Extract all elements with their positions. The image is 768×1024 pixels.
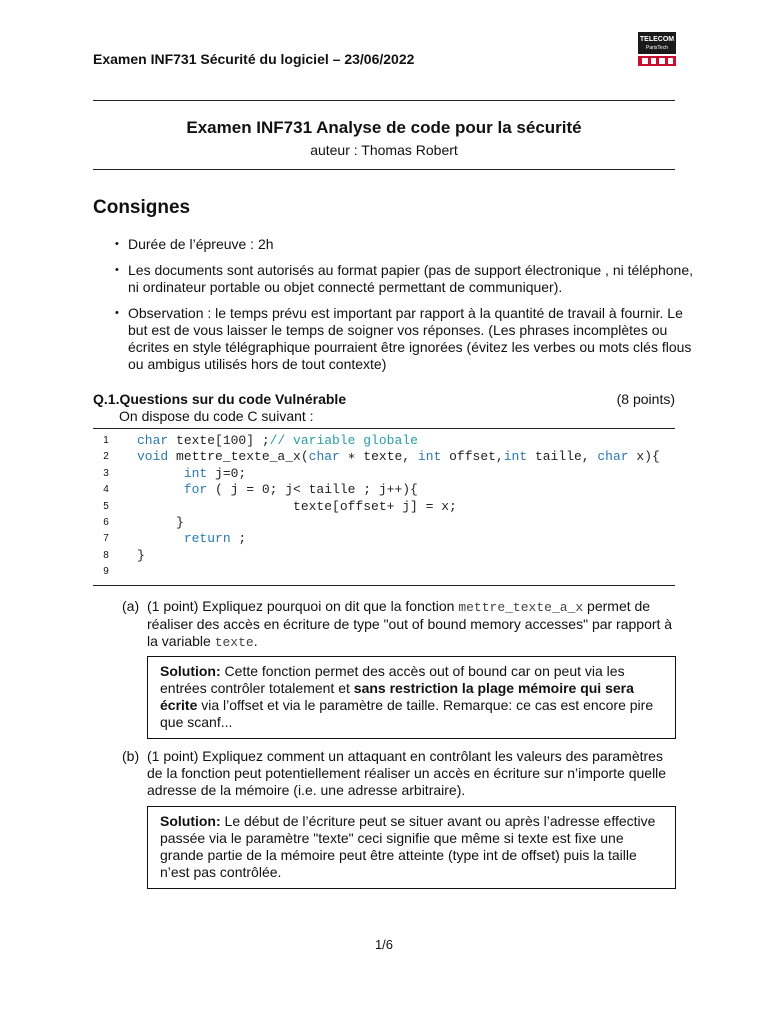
- inline-code-function: mettre_texte_a_x: [458, 600, 584, 615]
- section-heading-consignes: Consignes: [93, 197, 191, 218]
- document-author: auteur : Thomas Robert: [310, 142, 458, 158]
- code-text: int j=0;: [183, 465, 247, 481]
- code-line: [93, 548, 675, 564]
- subquestion-a-text: (1 point) Expliquez pourquoi on dit que la fonction mettre_texte_a_x permet de réaliser des accès en écriture de type "out of bound memory accesses" par rapport à la variable texte.: [147, 598, 673, 650]
- logo-text-telecom: TELECOM: [639, 36, 675, 43]
- code-text: char texte[100] ;// variable globale: [137, 433, 418, 448]
- code-line: [93, 466, 675, 482]
- solution-b-label: Solution:: [160, 813, 221, 829]
- subquestion-b: [122, 748, 677, 799]
- code-text: }: [137, 514, 184, 530]
- code-listing: [93, 433, 675, 581]
- line-number: 4: [103, 484, 109, 496]
- code-line: [93, 449, 675, 465]
- subquestion-b-text: (1 point) Expliquez comment un attaquant en contrôlant les valeurs des paramètres de la fonction peut potentiellement réaliser un accès en écriture sur n’importe quelle adresse de la mémoire (i.e. une adresse arbitraire).: [147, 748, 667, 798]
- code-top-rule: [93, 428, 675, 429]
- title-bottom-rule: [93, 169, 675, 170]
- question-title: Questions sur du code Vulnérable: [119, 391, 347, 407]
- line-number: 8: [103, 549, 109, 561]
- title-top-rule: [93, 100, 675, 101]
- code-line: [93, 531, 675, 547]
- code-text: for ( j = 0; j< taille ; j++){: [183, 482, 418, 498]
- code-text: }: [137, 547, 145, 563]
- solution-a-emphasis: sans restriction la plage mémoire qui sera écrite: [160, 680, 634, 713]
- line-number: 9: [103, 566, 109, 578]
- code-line: [93, 433, 675, 449]
- question-number: Q.1.: [93, 391, 120, 407]
- code-line: [93, 499, 675, 515]
- logo-text-paristech: ParisTech: [646, 45, 668, 51]
- code-line: [93, 564, 675, 580]
- subquestion-a-label: (a): [122, 598, 140, 614]
- line-number: 2: [103, 451, 109, 463]
- subquestion-a: [122, 598, 677, 651]
- consigne-item-documents: • Les documents sont autorisés au format papier (pas de support électronique , ni téléphone, ni ordinateur portable ou objet connecté permettant de communiquer).: [113, 262, 693, 296]
- solution-a-label: Solution:: [160, 663, 221, 679]
- solution-box-b: Solution: Le début de l’écriture peut se situer avant ou après l’adresse effective passée via le paramètre "texte" ceci signifie que même si texte est fixe une grande partie de la mémoire peut être atteinte (type int de offset) puis la taille n’est pas contrôlée.: [147, 806, 676, 889]
- solution-box-a: Solution: Cette fonction permet des accès out of bound car on peut via les entrées contrôler totalement et sans restriction la plage mémoire qui sera écrite via l’offset et via le paramètre de taille. Remarque: ce cas est encore pire que scanf...: [147, 656, 676, 739]
- code-bottom-rule: [93, 585, 675, 586]
- code-text: texte[offset+ j] = x;: [137, 498, 457, 514]
- subquestion-b-label: (b): [122, 748, 140, 764]
- running-header: Examen INF731 Sécurité du logiciel – 23/06/2022: [93, 51, 415, 67]
- code-text: return ;: [183, 531, 247, 547]
- telecom-paristech-logo: [638, 32, 676, 66]
- line-number: 7: [103, 533, 109, 545]
- line-number: 6: [103, 516, 109, 528]
- code-line: [93, 482, 675, 498]
- line-number: 1: [103, 435, 109, 446]
- consigne-item-observation: • Observation : le temps prévu est important par rapport à la quantité de travail à fournir. Le but est de vous laisser le temps de soigner vos réponses. (Les phrases incomplètes ou écrites en style télégraphique pourraient être ignorées (évitez les verbes ou mots clés flous ou ambigus utilisés hors de tout contexte): [113, 305, 693, 373]
- code-line: [93, 515, 675, 531]
- consigne-item-duration: • Durée de l’épreuve : 2h: [113, 236, 693, 253]
- document-title: Examen INF731 Analyse de code pour la sécurité: [186, 118, 582, 137]
- question-header: [93, 391, 675, 407]
- question-intro: On dispose du code C suivant :: [119, 408, 314, 424]
- line-number: 5: [103, 500, 109, 512]
- inline-code-variable: texte: [214, 635, 254, 650]
- question-points: (8 points): [616, 391, 675, 407]
- code-text: void mettre_texte_a_x(char ∗ texte, int offset,int taille, char x){: [137, 449, 660, 465]
- line-number: 3: [103, 467, 109, 479]
- consignes-list: [113, 236, 693, 382]
- page-number: 1/6: [374, 937, 394, 952]
